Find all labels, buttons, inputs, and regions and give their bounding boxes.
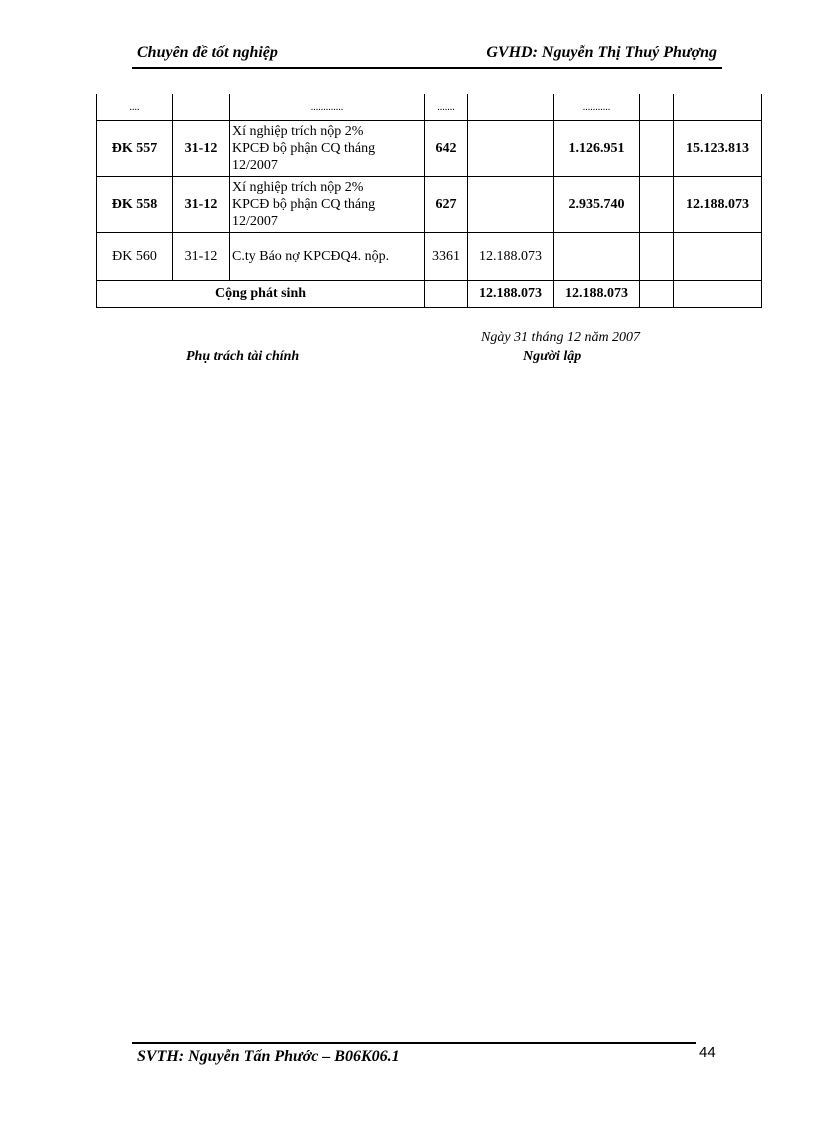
signature-finance-head: Phụ trách tài chính — [186, 349, 300, 364]
dots-cell — [173, 94, 230, 121]
date-cell: 31-12 — [173, 121, 230, 177]
debit-cell — [468, 177, 554, 233]
extra-cell — [640, 233, 674, 281]
doc-number-cell: ĐK 558 — [97, 177, 173, 233]
extra-cell — [640, 121, 674, 177]
description-cell: C.ty Báo nợ KPCĐQ4. nộp. — [230, 233, 425, 281]
dots-cell: .... — [97, 94, 173, 121]
account-cell: 642 — [425, 121, 468, 177]
table-row — [97, 121, 762, 177]
date-cell: 31-12 — [173, 177, 230, 233]
table-row — [97, 233, 762, 281]
total-credit: 12.188.073 — [554, 281, 640, 308]
total-account-cell — [425, 281, 468, 308]
dots-cell — [640, 94, 674, 121]
header-advisor: GVHD: Nguyễn Thị Thuý Phượng — [486, 44, 717, 61]
description-line: 12/2007 — [232, 214, 278, 229]
dots-cell: ....... — [425, 94, 468, 121]
debit-cell — [468, 121, 554, 177]
signature-preparer: Người lập — [523, 349, 582, 364]
description-cell — [230, 177, 425, 233]
balance-cell: 15.123.813 — [674, 121, 762, 177]
header-left-title: Chuyên đề tốt nghiệp — [137, 44, 278, 61]
description-line: KPCĐ bộ phận CQ tháng — [232, 141, 376, 156]
total-label: Cộng phát sinh — [97, 281, 425, 308]
page-number: 44 — [699, 1044, 716, 1061]
signature-date: Ngày 31 tháng 12 năm 2007 — [481, 330, 641, 345]
balance-cell — [674, 233, 762, 281]
description-cell — [230, 121, 425, 177]
ledger-table — [96, 94, 762, 308]
table-row — [97, 177, 762, 233]
balance-cell: 12.188.073 — [674, 177, 762, 233]
description-line: Xí nghiệp trích nộp 2% — [232, 124, 364, 139]
account-cell: 3361 — [425, 233, 468, 281]
total-extra-cell — [640, 281, 674, 308]
dots-cell — [674, 94, 762, 121]
credit-cell: 2.935.740 — [554, 177, 640, 233]
credit-cell — [554, 233, 640, 281]
footer-rule — [132, 1042, 696, 1044]
dots-cell: ........... — [554, 94, 640, 121]
dots-cell — [468, 94, 554, 121]
footer-student: SVTH: Nguyễn Tấn Phước – B06K06.1 — [137, 1048, 400, 1065]
doc-number-cell: ĐK 560 — [97, 233, 173, 281]
doc-number-cell: ĐK 557 — [97, 121, 173, 177]
account-cell: 627 — [425, 177, 468, 233]
debit-cell: 12.188.073 — [468, 233, 554, 281]
description-line: 12/2007 — [232, 158, 278, 173]
date-cell: 31-12 — [173, 233, 230, 281]
total-row — [97, 281, 762, 308]
description-line: Xí nghiệp trích nộp 2% — [232, 180, 364, 195]
total-balance-cell — [674, 281, 762, 308]
description-line: KPCĐ bộ phận CQ tháng — [232, 197, 376, 212]
credit-cell: 1.126.951 — [554, 121, 640, 177]
total-debit: 12.188.073 — [468, 281, 554, 308]
extra-cell — [640, 177, 674, 233]
dots-cell: ............. — [230, 94, 425, 121]
header-rule — [132, 67, 722, 69]
table-row-dots — [97, 94, 762, 121]
